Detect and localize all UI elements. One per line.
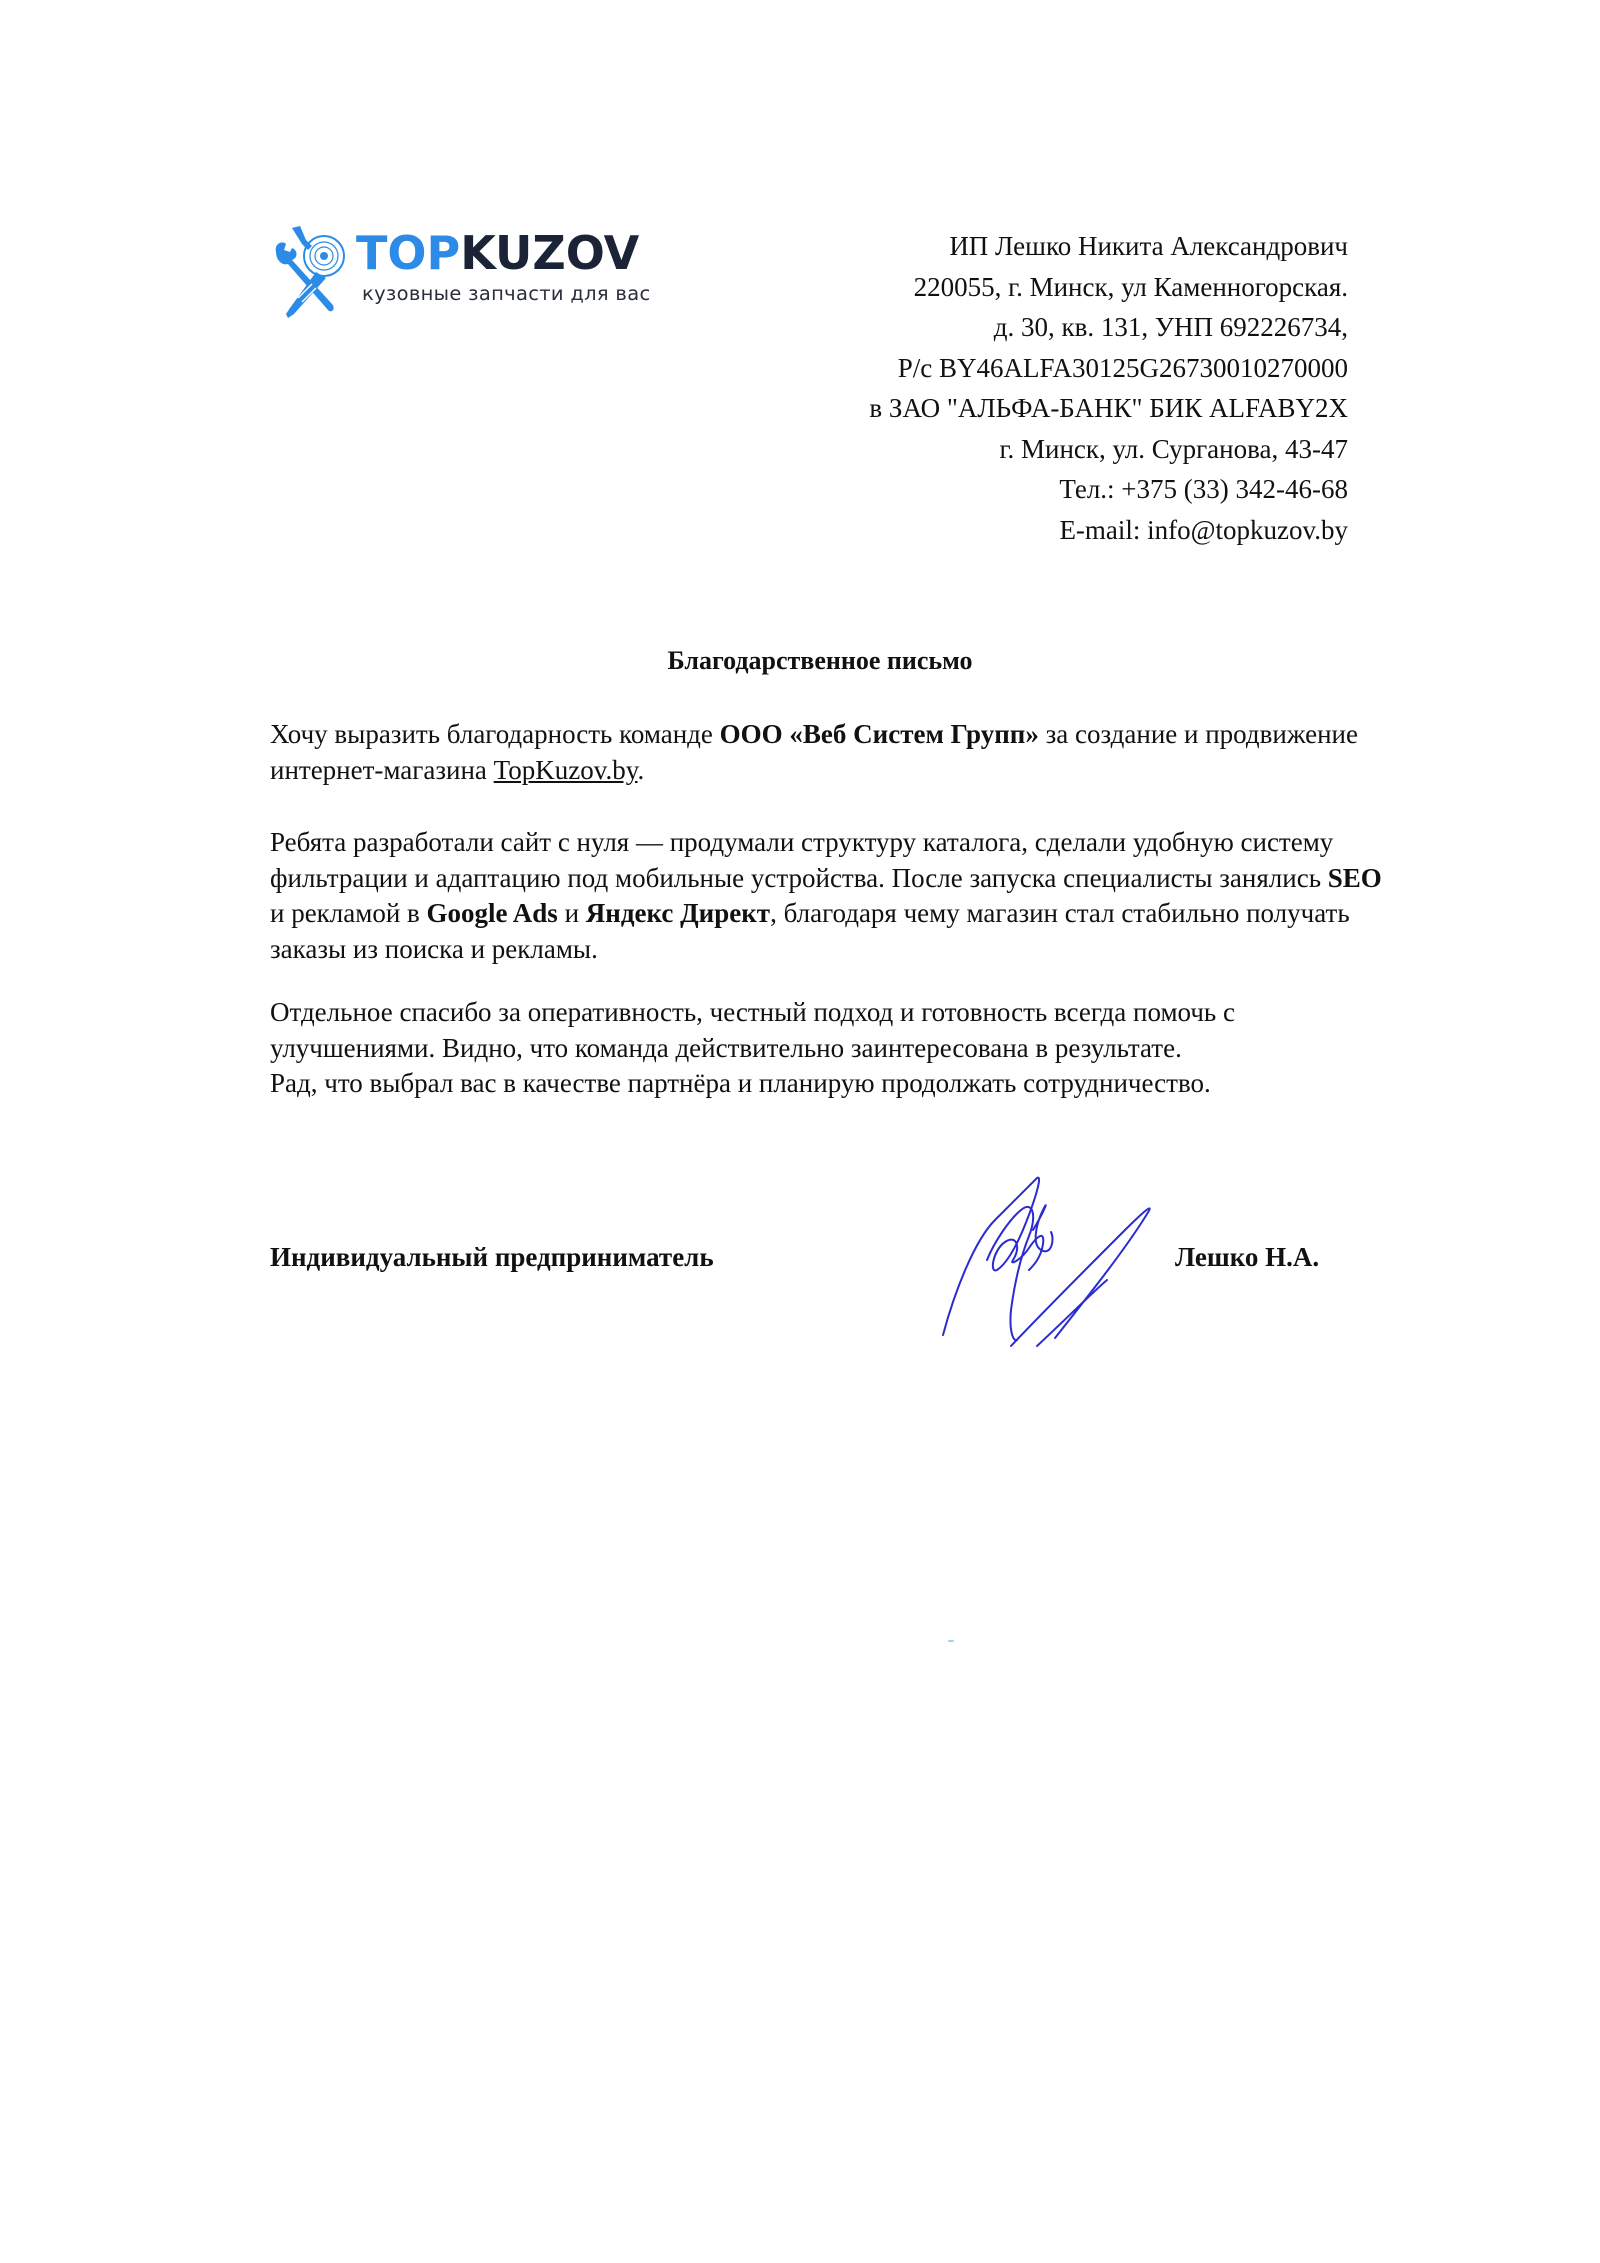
p2-text-4: , благодаря чему магазин стал стабильно получать заказы из поиска и рекламы. (270, 898, 1350, 964)
logo-word-top: TOP (356, 226, 461, 280)
p2-text-1: Ребята разработали сайт с нуля — продумали структуру каталога, сделали удобную систему фильтрации и адаптацию под мобильные устройства. После запуска специалисты занялись (270, 827, 1334, 893)
requisites-line-owner: ИП Лешко Никита Александрович (949, 231, 1348, 261)
p1-company-name: ООО «Веб Систем Групп» (719, 719, 1039, 749)
requisites-line-address: 220055, г. Минск, ул Каменногорская. (913, 271, 1348, 302)
logo-word-kuzov: KUZOV (460, 226, 640, 280)
requisites-line-email: E-mail: info@topkuzov.by (1059, 514, 1348, 545)
requisites-line-house-unp: д. 30, кв. 131, УНП 692226734, (993, 312, 1348, 342)
logo-tagline: кузовные запчасти для вас (362, 282, 651, 305)
paragraph-thanks (270, 995, 1390, 1102)
p1-text-3: . (637, 754, 645, 785)
p3-text-2: Рад, что выбрал вас в качестве партнёра и планирую продолжать сотрудничество. (270, 1068, 1211, 1098)
p2-google-ads: Google Ads (426, 898, 558, 928)
scan-speck (948, 1640, 954, 1642)
requisites-line-phone: Тел.: +375 (33) 342-46-68 (1059, 474, 1348, 504)
p3-text-1: Отдельное спасибо за оперативность, честный подход и готовность всегда помочь с улучшениями. Видно, что команда действительно заинтересована в результате. (270, 997, 1235, 1063)
p2-text-3: и (557, 898, 586, 928)
letter-title: Благодарственное письмо (667, 646, 973, 675)
signer-name: Лешко Н.А. (1175, 1242, 1320, 1272)
logo-wordmark (356, 228, 639, 278)
requisites-line-bank-address: г. Минск, ул. Сурганова, 43-47 (999, 433, 1348, 464)
p1-text-2: за создание и продвижение интернет-магазина (270, 719, 1358, 785)
company-requisites (869, 226, 1348, 550)
p2-yandex-direct: Яндекс Директ (585, 898, 771, 928)
company-logo (272, 222, 652, 322)
p2-seo: SEO (1327, 862, 1382, 893)
p2-text-2: и рекламой в (270, 898, 427, 928)
paragraph-gratitude (270, 717, 1390, 788)
handwritten-signature (925, 1170, 1215, 1350)
p1-text-1: Хочу выразить благодарность команде (270, 719, 720, 749)
signer-role: Индивидуальный предприниматель (270, 1242, 714, 1272)
website-link[interactable]: TopKuzov.by (493, 754, 638, 785)
requisites-line-account: Р/с BY46ALFA30125G26730010270000 (897, 352, 1348, 383)
requisites-line-bank: в ЗАО "АЛЬФА-БАНК" БИК ALFABY2X (869, 393, 1348, 423)
tools-crossed-icon (272, 222, 352, 322)
paragraph-work-description (270, 825, 1390, 967)
